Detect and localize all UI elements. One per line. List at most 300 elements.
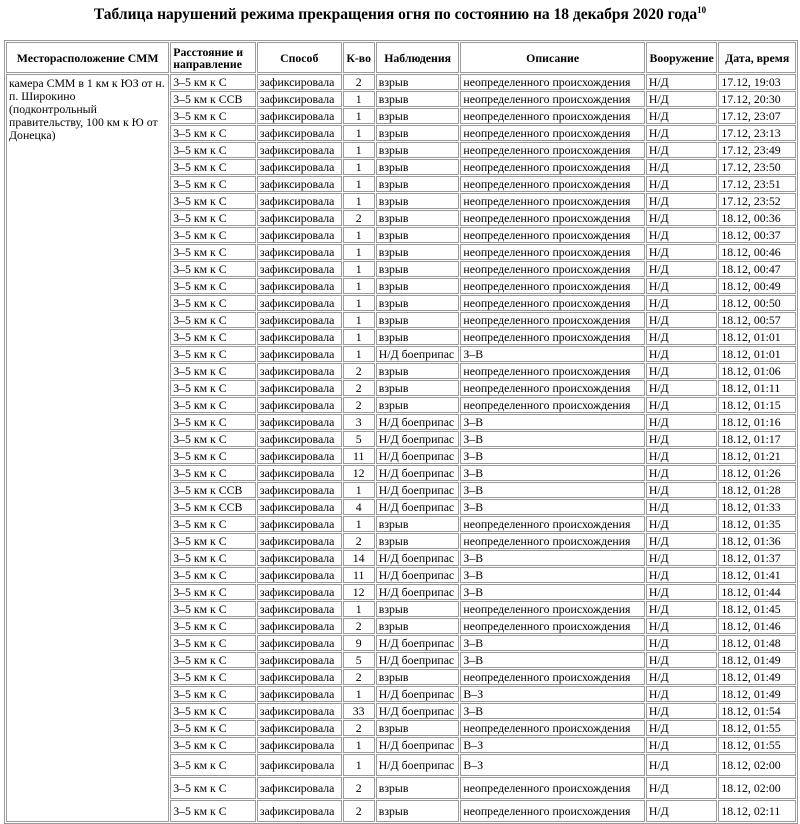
method-cell: зафиксировала	[257, 516, 342, 532]
distance-cell: 3–5 км к С	[170, 210, 256, 226]
count-cell: 2	[343, 210, 375, 226]
distance-cell: 3–5 км к С	[170, 380, 256, 396]
count-cell: 2	[343, 720, 375, 736]
distance-cell: 3–5 км к С	[170, 737, 256, 753]
datetime-cell: 18.12, 02:11	[718, 800, 796, 822]
datetime-cell: 18.12, 01:11	[718, 380, 796, 396]
description-cell: неопределенного происхождения	[460, 777, 644, 799]
datetime-cell: 18.12, 02:00	[718, 777, 796, 799]
description-cell: неопределенного происхождения	[460, 618, 644, 634]
observation-cell: взрыв	[376, 125, 460, 141]
method-cell: зафиксировала	[257, 108, 342, 124]
count-cell: 2	[343, 618, 375, 634]
header-datetime: Дата, время	[718, 42, 796, 73]
description-cell: неопределенного происхождения	[460, 312, 644, 328]
observation-cell: взрыв	[376, 800, 460, 822]
count-cell: 2	[343, 533, 375, 549]
observation-cell: взрыв	[376, 210, 460, 226]
observation-cell: взрыв	[376, 74, 460, 90]
observation-cell: Н/Д боеприпас	[376, 686, 460, 702]
observation-cell: Н/Д боеприпас	[376, 652, 460, 668]
count-cell: 11	[343, 567, 375, 583]
datetime-cell: 18.12, 01:55	[718, 720, 796, 736]
distance-cell: 3–5 км к С	[170, 312, 256, 328]
datetime-cell: 18.12, 01:49	[718, 652, 796, 668]
description-cell: неопределенного происхождения	[460, 278, 644, 294]
description-cell: неопределенного происхождения	[460, 533, 644, 549]
weapon-cell: Н/Д	[646, 686, 718, 702]
observation-cell: взрыв	[376, 618, 460, 634]
distance-cell: 3–5 км к С	[170, 176, 256, 192]
datetime-cell: 18.12, 01:06	[718, 363, 796, 379]
header-observation: Наблюдения	[376, 42, 460, 73]
count-cell: 1	[343, 108, 375, 124]
observation-cell: Н/Д боеприпас	[376, 414, 460, 430]
weapon-cell: Н/Д	[646, 244, 718, 260]
count-cell: 2	[343, 74, 375, 90]
weapon-cell: Н/Д	[646, 125, 718, 141]
description-cell: неопределенного происхождения	[460, 397, 644, 413]
table-row	[6, 74, 796, 90]
distance-cell: 3–5 км к С	[170, 346, 256, 362]
weapon-cell: Н/Д	[646, 800, 718, 822]
description-cell: неопределенного происхождения	[460, 108, 644, 124]
datetime-cell: 18.12, 01:28	[718, 482, 796, 498]
description-cell: В–З	[460, 737, 644, 753]
method-cell: зафиксировала	[257, 363, 342, 379]
description-cell: неопределенного происхождения	[460, 329, 644, 345]
method-cell: зафиксировала	[257, 584, 342, 600]
datetime-cell: 17.12, 20:30	[718, 91, 796, 107]
table-body	[6, 74, 796, 822]
method-cell: зафиксировала	[257, 567, 342, 583]
method-cell: зафиксировала	[257, 346, 342, 362]
description-cell: неопределенного происхождения	[460, 210, 644, 226]
method-cell: зафиксировала	[257, 210, 342, 226]
observation-cell: взрыв	[376, 720, 460, 736]
header-location: Месторасположение СММ	[6, 42, 169, 73]
distance-cell: 3–5 км к С	[170, 584, 256, 600]
datetime-cell: 18.12, 01:33	[718, 499, 796, 515]
method-cell: зафиксировала	[257, 176, 342, 192]
datetime-cell: 18.12, 00:46	[718, 244, 796, 260]
weapon-cell: Н/Д	[646, 777, 718, 799]
description-cell: неопределенного происхождения	[460, 176, 644, 192]
count-cell: 1	[343, 737, 375, 753]
observation-cell: взрыв	[376, 533, 460, 549]
datetime-cell: 18.12, 01:36	[718, 533, 796, 549]
datetime-cell: 18.12, 01:37	[718, 550, 796, 566]
count-cell: 2	[343, 397, 375, 413]
distance-cell: 3–5 км к С	[170, 533, 256, 549]
description-cell: неопределенного происхождения	[460, 193, 644, 209]
observation-cell: взрыв	[376, 193, 460, 209]
observation-cell: взрыв	[376, 312, 460, 328]
datetime-cell: 18.12, 00:49	[718, 278, 796, 294]
datetime-cell: 18.12, 00:47	[718, 261, 796, 277]
weapon-cell: Н/Д	[646, 618, 718, 634]
weapon-cell: Н/Д	[646, 720, 718, 736]
weapon-cell: Н/Д	[646, 346, 718, 362]
observation-cell: взрыв	[376, 227, 460, 243]
weapon-cell: Н/Д	[646, 227, 718, 243]
count-cell: 1	[343, 482, 375, 498]
observation-cell: взрыв	[376, 329, 460, 345]
observation-cell: взрыв	[376, 295, 460, 311]
distance-cell: 3–5 км к С	[170, 431, 256, 447]
method-cell: зафиксировала	[257, 261, 342, 277]
distance-cell: 3–5 км к С	[170, 193, 256, 209]
weapon-cell: Н/Д	[646, 91, 718, 107]
description-cell: неопределенного происхождения	[460, 601, 644, 617]
method-cell: зафиксировала	[257, 737, 342, 753]
distance-cell: 3–5 км к С	[170, 74, 256, 90]
distance-cell: 3–5 км к С	[170, 329, 256, 345]
table-title	[0, 5, 800, 25]
description-cell: З–В	[460, 431, 644, 447]
method-cell: зафиксировала	[257, 669, 342, 685]
datetime-cell: 18.12, 01:15	[718, 397, 796, 413]
count-cell: 14	[343, 550, 375, 566]
datetime-cell: 18.12, 00:50	[718, 295, 796, 311]
description-cell: неопределенного происхождения	[460, 125, 644, 141]
weapon-cell: Н/Д	[646, 669, 718, 685]
count-cell: 12	[343, 584, 375, 600]
method-cell: зафиксировала	[257, 482, 342, 498]
weapon-cell: Н/Д	[646, 499, 718, 515]
description-cell: неопределенного происхождения	[460, 363, 644, 379]
weapon-cell: Н/Д	[646, 635, 718, 651]
distance-cell: 3–5 км к С	[170, 516, 256, 532]
method-cell: зафиксировала	[257, 414, 342, 430]
count-cell: 2	[343, 363, 375, 379]
distance-cell: 3–5 км к С	[170, 800, 256, 822]
distance-cell: 3–5 км к С	[170, 227, 256, 243]
description-cell: неопределенного происхождения	[460, 244, 644, 260]
count-cell: 1	[343, 261, 375, 277]
description-cell: З–В	[460, 635, 644, 651]
description-cell: неопределенного происхождения	[460, 669, 644, 685]
weapon-cell: Н/Д	[646, 516, 718, 532]
count-cell: 1	[343, 227, 375, 243]
observation-cell: взрыв	[376, 669, 460, 685]
datetime-cell: 18.12, 00:37	[718, 227, 796, 243]
count-cell: 2	[343, 777, 375, 799]
datetime-cell: 17.12, 23:49	[718, 142, 796, 158]
distance-cell: 3–5 км к С	[170, 125, 256, 141]
description-cell: З–В	[460, 550, 644, 566]
datetime-cell: 18.12, 01:35	[718, 516, 796, 532]
distance-cell: 3–5 км к С	[170, 686, 256, 702]
datetime-cell: 18.12, 01:49	[718, 669, 796, 685]
observation-cell: взрыв	[376, 777, 460, 799]
method-cell: зафиксировала	[257, 720, 342, 736]
header-distance: Расстояние и направление	[170, 42, 256, 73]
datetime-cell: 18.12, 01:46	[718, 618, 796, 634]
observation-cell: Н/Д боеприпас	[376, 431, 460, 447]
observation-cell: взрыв	[376, 397, 460, 413]
distance-cell: 3–5 км к С	[170, 465, 256, 481]
weapon-cell: Н/Д	[646, 652, 718, 668]
datetime-cell: 18.12, 01:41	[718, 567, 796, 583]
weapon-cell: Н/Д	[646, 414, 718, 430]
description-cell: З–В	[460, 499, 644, 515]
distance-cell: 3–5 км к С	[170, 754, 256, 776]
description-cell: З–В	[460, 448, 644, 464]
description-cell: неопределенного происхождения	[460, 800, 644, 822]
datetime-cell: 18.12, 00:36	[718, 210, 796, 226]
datetime-cell: 18.12, 01:01	[718, 329, 796, 345]
weapon-cell: Н/Д	[646, 465, 718, 481]
datetime-cell: 17.12, 23:52	[718, 193, 796, 209]
datetime-cell: 18.12, 01:16	[718, 414, 796, 430]
observation-cell: взрыв	[376, 176, 460, 192]
count-cell: 2	[343, 669, 375, 685]
method-cell: зафиксировала	[257, 312, 342, 328]
weapon-cell: Н/Д	[646, 380, 718, 396]
description-cell: неопределенного происхождения	[460, 74, 644, 90]
description-cell: В–З	[460, 686, 644, 702]
method-cell: зафиксировала	[257, 533, 342, 549]
description-cell: З–В	[460, 414, 644, 430]
distance-cell: 3–5 км к С	[170, 142, 256, 158]
count-cell: 1	[343, 125, 375, 141]
distance-cell: 3–5 км к С	[170, 244, 256, 260]
weapon-cell: Н/Д	[646, 482, 718, 498]
distance-cell: 3–5 км к С	[170, 261, 256, 277]
distance-cell: 3–5 км к С	[170, 635, 256, 651]
weapon-cell: Н/Д	[646, 176, 718, 192]
count-cell: 1	[343, 193, 375, 209]
weapon-cell: Н/Д	[646, 431, 718, 447]
observation-cell: Н/Д боеприпас	[376, 703, 460, 719]
datetime-cell: 18.12, 01:44	[718, 584, 796, 600]
datetime-cell: 18.12, 01:55	[718, 737, 796, 753]
weapon-cell: Н/Д	[646, 703, 718, 719]
method-cell: зафиксировала	[257, 448, 342, 464]
header-count: К-во	[343, 42, 375, 73]
observation-cell: взрыв	[376, 516, 460, 532]
datetime-cell: 17.12, 23:51	[718, 176, 796, 192]
method-cell: зафиксировала	[257, 800, 342, 822]
count-cell: 1	[343, 346, 375, 362]
observation-cell: взрыв	[376, 278, 460, 294]
weapon-cell: Н/Д	[646, 754, 718, 776]
header-weapon: Вооружение	[646, 42, 718, 73]
weapon-cell: Н/Д	[646, 193, 718, 209]
description-cell: неопределенного происхождения	[460, 295, 644, 311]
datetime-cell: 18.12, 01:49	[718, 686, 796, 702]
description-cell: З–В	[460, 482, 644, 498]
method-cell: зафиксировала	[257, 465, 342, 481]
method-cell: зафиксировала	[257, 397, 342, 413]
count-cell: 1	[343, 516, 375, 532]
distance-cell: 3–5 км к С	[170, 278, 256, 294]
method-cell: зафиксировала	[257, 244, 342, 260]
weapon-cell: Н/Д	[646, 312, 718, 328]
weapon-cell: Н/Д	[646, 567, 718, 583]
description-cell: З–В	[460, 465, 644, 481]
distance-cell: 3–5 км к С	[170, 448, 256, 464]
count-cell: 11	[343, 448, 375, 464]
datetime-cell: 17.12, 23:50	[718, 159, 796, 175]
description-cell: неопределенного происхождения	[460, 227, 644, 243]
method-cell: зафиксировала	[257, 703, 342, 719]
datetime-cell: 18.12, 01:48	[718, 635, 796, 651]
observation-cell: взрыв	[376, 380, 460, 396]
observation-cell: Н/Д боеприпас	[376, 499, 460, 515]
weapon-cell: Н/Д	[646, 448, 718, 464]
datetime-cell: 18.12, 01:17	[718, 431, 796, 447]
method-cell: зафиксировала	[257, 686, 342, 702]
distance-cell: 3–5 км к С	[170, 550, 256, 566]
location-cell: камера СММ в 1 км к ЮЗ от н. п. Широкино (подконтрольный правительству, 100 км к Ю от Донецка)	[6, 74, 169, 822]
method-cell: зафиксировала	[257, 227, 342, 243]
description-cell: неопределенного происхождения	[460, 516, 644, 532]
datetime-cell: 18.12, 01:45	[718, 601, 796, 617]
weapon-cell: Н/Д	[646, 108, 718, 124]
method-cell: зафиксировала	[257, 601, 342, 617]
observation-cell: Н/Д боеприпас	[376, 567, 460, 583]
description-cell: З–В	[460, 584, 644, 600]
distance-cell: 3–5 км к С	[170, 618, 256, 634]
count-cell: 1	[343, 142, 375, 158]
distance-cell: 3–5 км к С	[170, 777, 256, 799]
header-row	[6, 42, 796, 73]
weapon-cell: Н/Д	[646, 329, 718, 345]
observation-cell: Н/Д боеприпас	[376, 482, 460, 498]
weapon-cell: Н/Д	[646, 550, 718, 566]
description-cell: неопределенного происхождения	[460, 380, 644, 396]
weapon-cell: Н/Д	[646, 737, 718, 753]
count-cell: 1	[343, 278, 375, 294]
observation-cell: Н/Д боеприпас	[376, 346, 460, 362]
distance-cell: 3–5 км к С	[170, 295, 256, 311]
method-cell: зафиксировала	[257, 618, 342, 634]
description-cell: неопределенного происхождения	[460, 142, 644, 158]
weapon-cell: Н/Д	[646, 584, 718, 600]
weapon-cell: Н/Д	[646, 601, 718, 617]
observation-cell: взрыв	[376, 159, 460, 175]
distance-cell: 3–5 км к С	[170, 601, 256, 617]
description-cell: неопределенного происхождения	[460, 91, 644, 107]
count-cell: 4	[343, 499, 375, 515]
method-cell: зафиксировала	[257, 159, 342, 175]
distance-cell: 3–5 км к С	[170, 159, 256, 175]
distance-cell: 3–5 км к ССВ	[170, 499, 256, 515]
datetime-cell: 18.12, 01:54	[718, 703, 796, 719]
distance-cell: 3–5 км к ССВ	[170, 482, 256, 498]
count-cell: 2	[343, 380, 375, 396]
weapon-cell: Н/Д	[646, 278, 718, 294]
datetime-cell: 17.12, 23:13	[718, 125, 796, 141]
distance-cell: 3–5 км к С	[170, 720, 256, 736]
datetime-cell: 17.12, 19:03	[718, 74, 796, 90]
ceasefire-violations-table	[4, 40, 798, 824]
count-cell: 1	[343, 176, 375, 192]
datetime-cell: 17.12, 23:07	[718, 108, 796, 124]
weapon-cell: Н/Д	[646, 210, 718, 226]
count-cell: 9	[343, 635, 375, 651]
datetime-cell: 18.12, 02:00	[718, 754, 796, 776]
table-title-text: Таблица нарушений режима прекращения огня по состоянию на 18 декабря 2020 года	[93, 6, 698, 23]
distance-cell: 3–5 км к С	[170, 397, 256, 413]
method-cell: зафиксировала	[257, 295, 342, 311]
count-cell: 33	[343, 703, 375, 719]
datetime-cell: 18.12, 01:21	[718, 448, 796, 464]
count-cell: 1	[343, 329, 375, 345]
method-cell: зафиксировала	[257, 91, 342, 107]
distance-cell: 3–5 км к С	[170, 108, 256, 124]
count-cell: 1	[343, 754, 375, 776]
observation-cell: взрыв	[376, 601, 460, 617]
method-cell: зафиксировала	[257, 431, 342, 447]
observation-cell: Н/Д боеприпас	[376, 448, 460, 464]
header-description: Описание	[460, 42, 644, 73]
count-cell: 3	[343, 414, 375, 430]
distance-cell: 3–5 км к С	[170, 703, 256, 719]
observation-cell: Н/Д боеприпас	[376, 737, 460, 753]
count-cell: 5	[343, 652, 375, 668]
distance-cell: 3–5 км к С	[170, 652, 256, 668]
description-cell: неопределенного происхождения	[460, 261, 644, 277]
header-method: Способ	[257, 42, 342, 73]
weapon-cell: Н/Д	[646, 397, 718, 413]
count-cell: 5	[343, 431, 375, 447]
method-cell: зафиксировала	[257, 278, 342, 294]
description-cell: З–В	[460, 567, 644, 583]
method-cell: зафиксировала	[257, 499, 342, 515]
count-cell: 1	[343, 601, 375, 617]
observation-cell: взрыв	[376, 244, 460, 260]
description-cell: В–З	[460, 754, 644, 776]
weapon-cell: Н/Д	[646, 74, 718, 90]
description-cell: З–В	[460, 652, 644, 668]
datetime-cell: 18.12, 01:01	[718, 346, 796, 362]
datetime-cell: 18.12, 00:57	[718, 312, 796, 328]
distance-cell: 3–5 км к С	[170, 567, 256, 583]
count-cell: 1	[343, 295, 375, 311]
count-cell: 12	[343, 465, 375, 481]
method-cell: зафиксировала	[257, 550, 342, 566]
weapon-cell: Н/Д	[646, 363, 718, 379]
count-cell: 1	[343, 159, 375, 175]
method-cell: зафиксировала	[257, 125, 342, 141]
method-cell: зафиксировала	[257, 652, 342, 668]
weapon-cell: Н/Д	[646, 295, 718, 311]
method-cell: зафиксировала	[257, 380, 342, 396]
distance-cell: 3–5 км к С	[170, 363, 256, 379]
observation-cell: взрыв	[376, 142, 460, 158]
description-cell: З–В	[460, 703, 644, 719]
datetime-cell: 18.12, 01:26	[718, 465, 796, 481]
description-cell: неопределенного происхождения	[460, 720, 644, 736]
footnote-ref: 10	[697, 5, 707, 15]
method-cell: зафиксировала	[257, 193, 342, 209]
method-cell: зафиксировала	[257, 635, 342, 651]
observation-cell: взрыв	[376, 108, 460, 124]
observation-cell: взрыв	[376, 363, 460, 379]
weapon-cell: Н/Д	[646, 533, 718, 549]
count-cell: 1	[343, 686, 375, 702]
method-cell: зафиксировала	[257, 329, 342, 345]
observation-cell: Н/Д боеприпас	[376, 754, 460, 776]
weapon-cell: Н/Д	[646, 261, 718, 277]
count-cell: 1	[343, 244, 375, 260]
method-cell: зафиксировала	[257, 142, 342, 158]
weapon-cell: Н/Д	[646, 142, 718, 158]
method-cell: зафиксировала	[257, 754, 342, 776]
